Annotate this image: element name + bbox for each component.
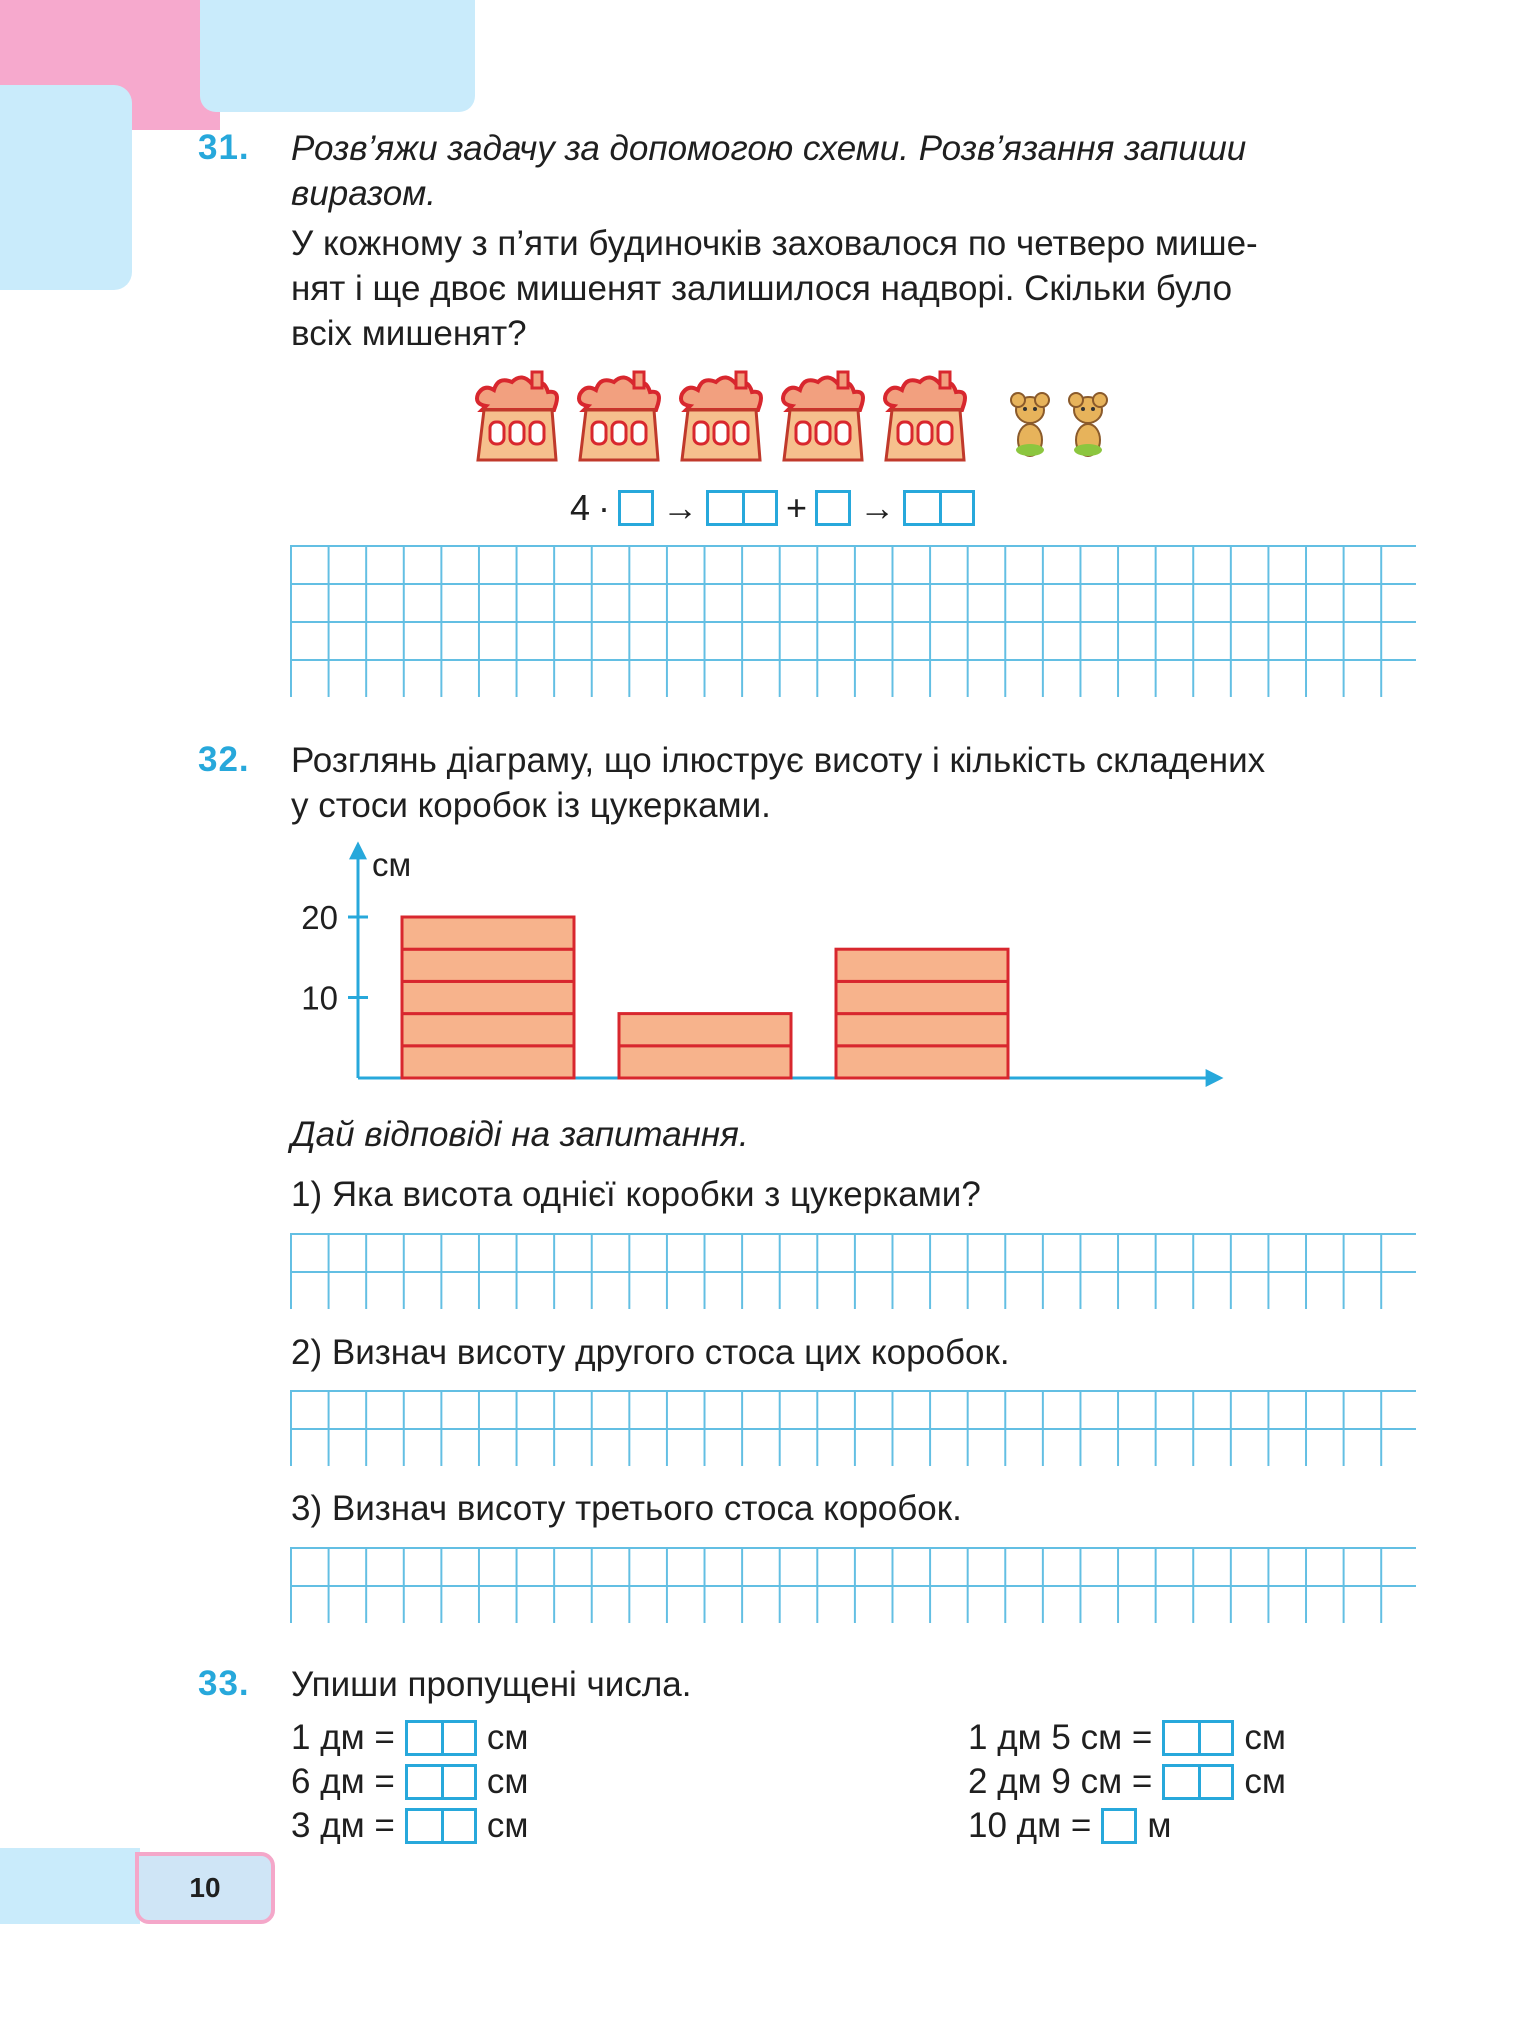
question-2: 2) Визнач висоту другого стоса цих коробок. — [291, 1333, 1010, 1372]
conversion-row — [968, 1806, 1171, 1846]
candy-box — [836, 981, 1008, 1013]
conversion-expression: 3 дм = — [291, 1806, 395, 1845]
stack-bar-1 — [402, 917, 574, 1078]
task-31-problem-line3: всіх мишенят? — [291, 314, 527, 353]
stack-bar-2 — [619, 1014, 791, 1078]
conversion-answer-box[interactable] — [405, 1808, 477, 1844]
conversion-row — [968, 1762, 1286, 1802]
corner-blue-block-top — [200, 0, 475, 112]
house-icon — [681, 372, 761, 460]
conversion-expression: 1 дм 5 см = — [968, 1718, 1153, 1757]
task-32-intro-line1: Розглянь діаграму, що ілюструє висоту і кількість складених — [291, 741, 1266, 780]
question-2-answer-grid[interactable] — [290, 1390, 1416, 1466]
conversion-answer-box[interactable] — [405, 1764, 477, 1800]
task-31-answer-grid[interactable] — [290, 545, 1416, 697]
houses-illustration — [470, 368, 1130, 468]
conversion-unit: см — [486, 1718, 529, 1757]
y-tick-label: 10 — [301, 979, 338, 1017]
conversion-unit: см — [486, 1806, 529, 1845]
conversion-answer-box[interactable] — [1101, 1808, 1137, 1844]
y-tick-label: 20 — [301, 899, 338, 936]
task-33-instruction: Упиши пропущені числа. — [291, 1665, 692, 1704]
candy-box — [402, 1046, 574, 1078]
candy-box — [619, 1014, 791, 1046]
candy-box — [402, 981, 574, 1013]
task-32-number: 32. — [198, 740, 250, 779]
conversion-expression: 6 дм = — [291, 1762, 395, 1801]
conversion-expression: 2 дм 9 см = — [968, 1762, 1153, 1801]
candy-box — [836, 1014, 1008, 1046]
page-number-band — [0, 1848, 140, 1924]
stack-bar-3 — [836, 949, 1008, 1078]
mouse-icon — [1011, 393, 1049, 456]
candy-box — [836, 1046, 1008, 1078]
task-31-problem-line2: нят і ще двоє мишенят залишилося надворі. Скільки було — [291, 269, 1233, 308]
candy-box — [619, 1046, 791, 1078]
scheme-arrow-1: → — [662, 487, 699, 528]
conversion-answer-box[interactable] — [1162, 1764, 1234, 1800]
question-1-answer-grid[interactable] — [290, 1233, 1416, 1309]
conversion-unit: см — [486, 1762, 529, 1801]
house-icon — [885, 372, 965, 460]
candy-box — [836, 949, 1008, 981]
conversion-expression: 10 дм = — [968, 1806, 1092, 1845]
scheme-answer-box-2[interactable] — [706, 490, 778, 526]
scheme-arrow-2: → — [859, 487, 896, 528]
question-3: 3) Визнач висоту третього стоса коробок. — [291, 1489, 962, 1528]
scheme-plus: + — [786, 487, 808, 528]
conversion-expression: 1 дм = — [291, 1718, 395, 1757]
candy-box — [402, 917, 574, 949]
box-stacks-chart — [280, 840, 1240, 1090]
candy-box — [402, 1014, 574, 1046]
task-33-number: 33. — [198, 1664, 250, 1703]
task-32-intro-line2: у стоси коробок із цукерками. — [291, 786, 771, 825]
task-32-prompt: Дай відповіді на запитання. — [291, 1115, 749, 1154]
conversion-unit: см — [1244, 1762, 1286, 1801]
solution-scheme — [570, 487, 975, 529]
task-31-instruction-line1: Розв’яжи задачу за допомогою схеми. Розв’язання запиши — [291, 129, 1247, 168]
scheme-answer-box-4[interactable] — [903, 490, 975, 526]
conversion-row — [291, 1718, 528, 1758]
corner-blue-block-left — [0, 85, 132, 290]
question-3-answer-grid[interactable] — [290, 1547, 1416, 1623]
conversion-answer-box[interactable] — [1162, 1720, 1234, 1756]
page-number: 10 — [135, 1852, 275, 1924]
conversion-unit: см — [1244, 1718, 1286, 1757]
conversion-unit: м — [1147, 1806, 1172, 1845]
task-31-number: 31. — [198, 128, 250, 167]
scheme-answer-box-3[interactable] — [815, 490, 851, 526]
conversion-row — [291, 1806, 528, 1846]
house-icon — [579, 372, 659, 460]
conversion-answer-box[interactable] — [405, 1720, 477, 1756]
scheme-dot: · — [598, 487, 611, 528]
scheme-factor: 4 — [570, 487, 591, 528]
task-31-instruction-line2: виразом. — [291, 174, 436, 213]
scheme-answer-box-1[interactable] — [618, 490, 654, 526]
conversion-row — [291, 1762, 528, 1802]
y-axis-label: см — [372, 846, 412, 883]
question-1: 1) Яка висота однієї коробки з цукерками? — [291, 1175, 981, 1214]
task-31-problem-line1: У кожному з п’яти будиночків заховалося по четверо мише- — [291, 224, 1258, 263]
candy-box — [402, 949, 574, 981]
mouse-icon — [1069, 393, 1107, 456]
house-icon — [477, 372, 557, 460]
house-icon — [783, 372, 863, 460]
conversion-row — [968, 1718, 1286, 1758]
